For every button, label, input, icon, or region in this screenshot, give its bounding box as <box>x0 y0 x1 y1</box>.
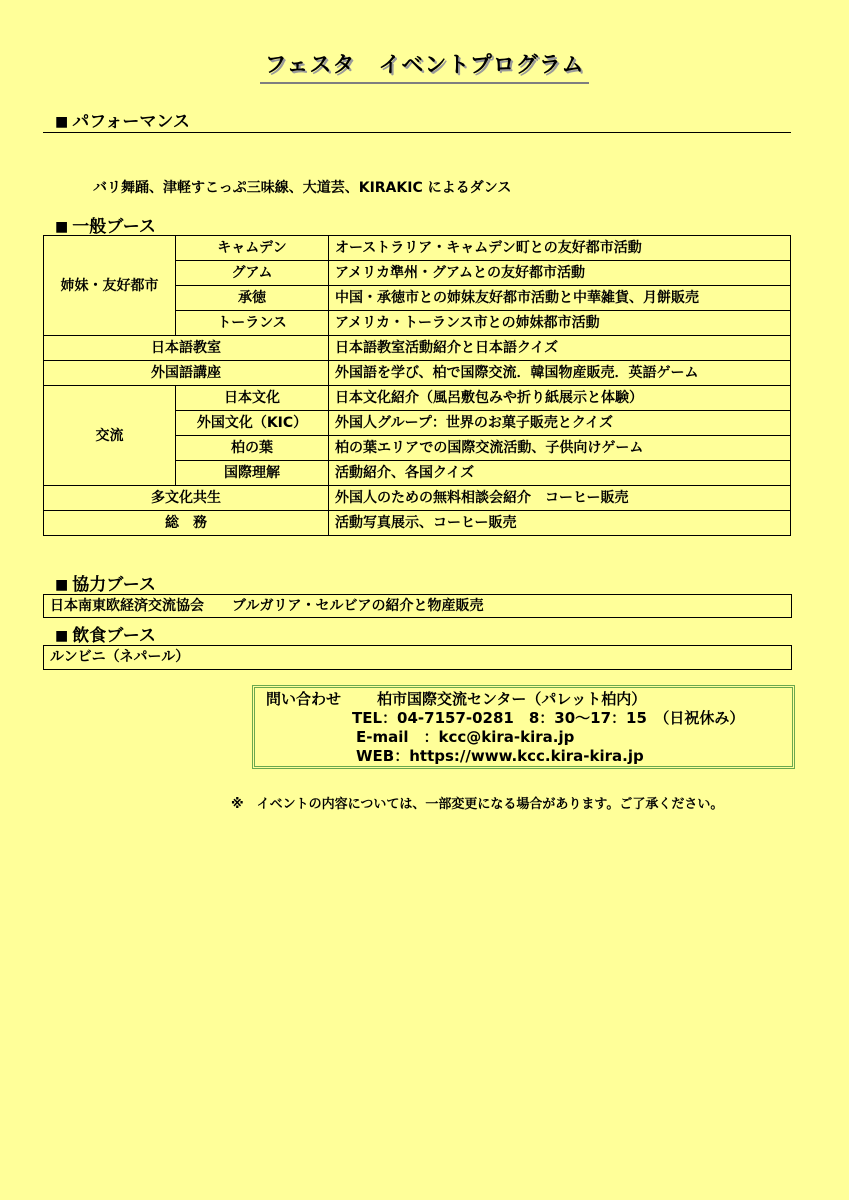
booth-name-cell: 日本語教室 <box>44 336 329 361</box>
food-booth-box: ルンビニ（ネパール） <box>43 645 792 670</box>
booth-name-cell: キャムデン <box>176 236 329 261</box>
cooperation-booth-box: 日本南東欧経済交流協会 ブルガリア・セルビアの紹介と物産販売 <box>43 594 792 618</box>
contact-label: 問い合わせ <box>266 690 342 708</box>
group-cell: 交流 <box>44 386 176 486</box>
table-row <box>44 236 791 261</box>
booth-name-cell: 外国文化（KIC） <box>176 411 329 436</box>
footnote: ※ イベントの内容については、一部変更になる場合があります。ご了承ください。 <box>231 797 724 812</box>
cooperation-booth-heading-text: 協力ブース <box>72 575 156 595</box>
general-booth-heading <box>55 212 156 237</box>
booth-name-cell: 多文化共生 <box>44 486 329 511</box>
page-title <box>0 48 849 84</box>
booth-desc-cell: アメリカ準州・グアムとの友好都市活動 <box>329 261 791 286</box>
cooperation-booth-heading <box>55 570 156 595</box>
contact-web[interactable]: WEB：https://www.kcc.kira-kira.jp <box>356 747 644 765</box>
booth-desc-cell: 外国語を学び、柏で国際交流．韓国物産販売．英語ゲーム <box>329 361 791 386</box>
contact-email[interactable]: E-mail ：kcc@kira-kira.jp <box>356 728 575 746</box>
booth-name-cell: トーランス <box>176 311 329 336</box>
booth-desc-cell: アメリカ・トーランス市との姉妹都市活動 <box>329 311 791 336</box>
performance-heading-text: パフォーマンス <box>72 112 190 132</box>
performance-heading <box>55 107 190 132</box>
general-booth-table <box>43 235 791 536</box>
page-title-text: フェスタ イベントプログラム <box>260 48 588 84</box>
booth-name-cell: 総 務 <box>44 511 329 536</box>
square-bullet-icon: ■ <box>55 577 69 593</box>
booth-name-cell: 日本文化 <box>176 386 329 411</box>
booth-desc-cell: 日本文化紹介（風呂敷包みや折り紙展示と体験） <box>329 386 791 411</box>
food-booth-heading <box>55 621 156 646</box>
table-row <box>44 386 791 411</box>
table-row <box>44 361 791 386</box>
table-row <box>44 486 791 511</box>
booth-name-cell: 国際理解 <box>176 461 329 486</box>
booth-desc-cell: 外国人グループ：世界のお菓子販売とクイズ <box>329 411 791 436</box>
contact-org: 柏市国際交流センター（パレット柏内） <box>377 690 647 708</box>
booth-desc-cell: 活動写真展示、コーヒー販売 <box>329 511 791 536</box>
booth-name-cell: 外国語講座 <box>44 361 329 386</box>
square-bullet-icon: ■ <box>55 219 69 235</box>
booth-desc-cell: オーストラリア・キャムデン町との友好都市活動 <box>329 236 791 261</box>
booth-desc-cell: 外国人のための無料相談会紹介 コーヒー販売 <box>329 486 791 511</box>
table-row <box>44 336 791 361</box>
performance-divider <box>43 132 791 133</box>
performance-text: バリ舞踊、津軽すこっぷ三味線、大道芸、KIRAKIC によるダンス <box>93 180 512 196</box>
general-booth-heading-text: 一般ブース <box>72 217 156 237</box>
booth-desc-cell: 日本語教室活動紹介と日本語クイズ <box>329 336 791 361</box>
booth-desc-cell: 活動紹介、各国クイズ <box>329 461 791 486</box>
booth-name-cell: 承徳 <box>176 286 329 311</box>
contact-box <box>252 685 795 769</box>
booth-name-cell: 柏の葉 <box>176 436 329 461</box>
square-bullet-icon: ■ <box>55 628 69 644</box>
square-bullet-icon: ■ <box>55 114 69 130</box>
booth-desc-cell: 柏の葉エリアでの国際交流活動、子供向けゲーム <box>329 436 791 461</box>
table-row <box>44 511 791 536</box>
contact-tel: TEL：04-7157-0281 8：30～17：15 （日祝休み） <box>352 709 745 727</box>
food-booth-heading-text: 飲食ブース <box>72 626 156 646</box>
booth-desc-cell: 中国・承徳市との姉妹友好都市活動と中華雑貨、月餅販売 <box>329 286 791 311</box>
booth-name-cell: グアム <box>176 261 329 286</box>
group-cell: 姉妹・友好都市 <box>44 236 176 336</box>
